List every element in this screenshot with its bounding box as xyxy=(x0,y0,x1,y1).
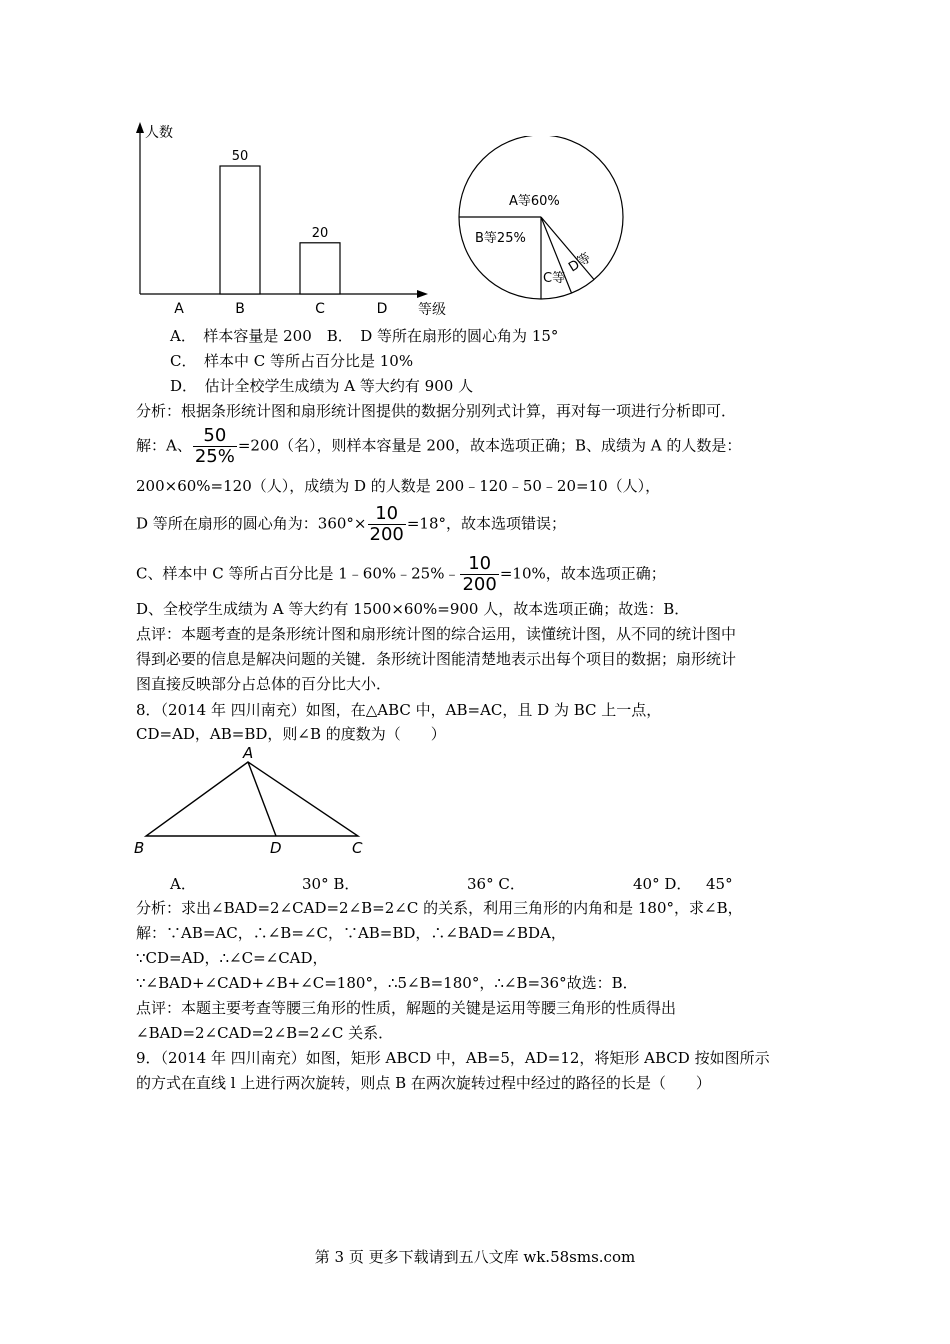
q7-analysis: 分析：根据条形统计图和扇形统计图提供的数据分别列式计算，再对每一项进行分析即可． xyxy=(136,402,737,420)
q8-option-b-value: 36° C． xyxy=(467,875,525,893)
q7-option-a-b: A． 样本容量是 200 B． D 等所在扇形的圆心角为 15° xyxy=(170,327,559,345)
x-tick-label-b: B xyxy=(235,301,245,317)
q7-solution-a: 解：A、 $\frac{50}{25\%}$ =200（名），则样本容量是 200，故本选项正确；B、成绩为 A 的人数是： xyxy=(136,425,742,467)
pie-chart xyxy=(455,136,627,302)
pie-label-b: B等25% xyxy=(475,231,526,246)
q8-comment-1: 点评：本题主要考查等腰三角形的性质，解题的关键是运用等腰三角形的性质得出 xyxy=(136,999,677,1017)
q8-solution-2: ∵CD=AD，∴∠C=∠CAD， xyxy=(136,949,328,967)
q8-stem-2: CD=AD，AB=BD，则∠B 的度数为（ ） xyxy=(136,725,446,743)
q8-stem-1: 8．（2014 年 四川南充）如图，在△ABC 中，AB=AC，且 D 为 BC 上一点， xyxy=(136,701,662,719)
q7-option-d: D． 估计全校学生成绩为 A 等大约有 900 人 xyxy=(170,377,474,395)
q8-option-a: A． xyxy=(170,875,196,893)
x-axis-label: 等级 xyxy=(418,302,446,318)
q8-solution-3: ∵∠BAD+∠CAD+∠B+∠C=180°，∴5∠B=180°，∴∠B=36°故选：B． xyxy=(136,974,638,992)
bar-value-label-b: 50 xyxy=(231,149,249,164)
q8-solution-1: 解：∵AB=AC，∴∠B=∠C，∵AB=BD，∴∠BAD=∠BDA， xyxy=(136,924,566,942)
q9-stem-1: 9．（2014 年 四川南充）如图，矩形 ABCD 中，AB=5，AD=12，将矩形 ABCD 按如图所示 xyxy=(136,1049,770,1067)
q7-solution-d: D、全校学生成绩为 A 等大约有 1500×60%=900 人，故本选项正确；故选：B． xyxy=(136,600,690,618)
fraction-10-200: $\frac{10}{200}$ xyxy=(369,503,404,545)
q9-stem-2: 的方式在直线 l 上进行两次旋转，则点 B 在两次旋转过程中经过的路径的长是（ ） xyxy=(136,1074,711,1092)
y-axis-label: 人数 xyxy=(145,125,173,141)
bar-b xyxy=(220,166,260,294)
x-tick-label-c: C xyxy=(315,301,325,317)
vertex-b-label: B xyxy=(134,839,145,857)
pie-label-d: D等 xyxy=(566,250,594,276)
q7-solution-b1: 200×60%=120（人），成绩为 D 的人数是 200﹣120﹣50﹣20=10（人）， xyxy=(136,477,661,495)
bar-c xyxy=(300,243,340,294)
vertex-d-label: D xyxy=(270,839,282,857)
bar-value-label-c: 20 xyxy=(311,225,329,241)
fraction-50-25pct: $\frac{50}{25\%}$ xyxy=(194,425,235,467)
x-tick-label-a: A xyxy=(174,301,184,317)
page-footer: 第 3 页 更多下载请到五八文库 wk.58sms.com xyxy=(314,1248,636,1266)
fraction-10-200-b: $\frac{10}{200}$ xyxy=(462,553,497,595)
q7-comment-2: 得到必要的信息是解决问题的关键．条形统计图能清楚地表示出每个项目的数据；扇形统计 xyxy=(136,650,737,668)
q8-option-c-value: 40° D． xyxy=(633,875,692,893)
q7-comment-3: 图直接反映部分占总体的百分比大小． xyxy=(136,675,392,693)
vertex-a-label: A xyxy=(243,744,254,762)
q8-option-d-value: 45° xyxy=(706,875,733,893)
q8-analysis: 分析：求出∠BAD=2∠CAD=2∠B=2∠C 的关系，利用三角形的内角和是 180°，求∠B， xyxy=(136,899,743,917)
q7-solution-b2: D 等所在扇形的圆心角为：360°× $\frac{10}{200}$ =18°，故本选项错误； xyxy=(136,503,567,545)
triangle-figure xyxy=(128,740,378,860)
vertex-c-label: C xyxy=(352,839,363,857)
q7-comment-1: 点评：本题考查的是条形统计图和扇形统计图的综合运用，读懂统计图，从不同的统计图中 xyxy=(136,625,737,643)
x-tick-label-d: D xyxy=(376,301,388,317)
pie-label-c: C等 xyxy=(543,271,566,286)
bar-chart xyxy=(128,118,460,324)
q7-solution-c: C、样本中 C 等所占百分比是 1﹣60%﹣25%﹣ $\frac{10}{200}$ =10%，故本选项正确； xyxy=(136,553,666,595)
pie-label-a: A等60% xyxy=(509,194,560,209)
q8-option-a-value: 30° B． xyxy=(302,875,360,893)
q7-option-c: C． 样本中 C 等所占百分比是 10% xyxy=(170,352,414,370)
q8-comment-2: ∠BAD=2∠CAD=2∠B=2∠C 关系． xyxy=(136,1024,394,1042)
